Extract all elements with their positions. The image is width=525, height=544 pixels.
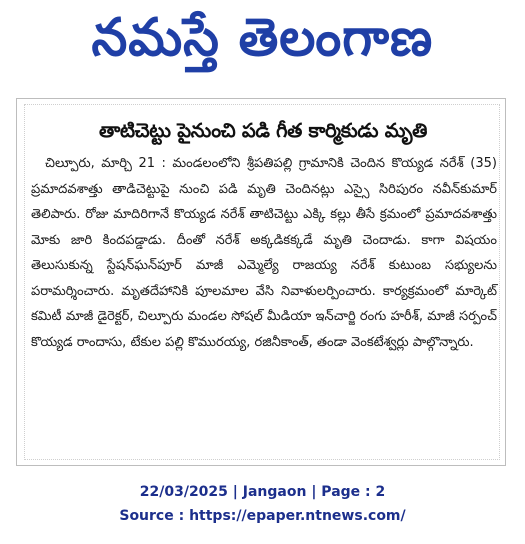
clipping-footer (0, 480, 525, 528)
edition-info: 22/03/2025 | Jangaon | Page : 2 (139, 484, 386, 500)
newspaper-logo-text: నమస్తే తెలంగాణ (91, 7, 434, 68)
article-body (31, 151, 497, 355)
source-link[interactable]: Source : https://epaper.ntnews.com/ (119, 508, 406, 524)
article-clipping (24, 104, 500, 460)
newspaper-masthead (0, 0, 525, 88)
article-headline: తాటిచెట్టు పైనుంచి పడి గీత కార్మికుడు మృతి (98, 119, 428, 142)
article-paragraph: చిల్పూరు, మార్చి 21 : మండలంలోని శ్రీపతిపల్లి గ్రామానికి చెందిన కొయ్యడ నరేశ్ (35) ప్రమాదవశాత్తు తాడిచెట్టుపై నుంచి పడి మృతి చెందినట్లు ఎస్సై సిరిపురం నవీన్‌కుమార్ తెలిపారు. రోజు మాదిరిగానే కొయ్యడ నరేశ్ తాటిచెట్టు ఎక్కి కల్లు తీసే క్రమంలో ప్రమాదవశాత్తు మోకు జారి కిందపడ్డాడు. దీంతో నరేశ్ అక్కడికక్కడే మృతి చెందాడు. కాగా విషయం తెలుసుకున్న స్టేషన్‌ఘన్‌పూర్ మాజీ ఎమ్మెల్యే రాజయ్య నరేశ్ కుటుంబ సభ్యులను పరామర్శించారు. మృతదేహానికి పూలమాల వేసి నివాళులర్పించారు. కార్యక్రమంలో మార్కెట్ కమిటీ మాజీ డైరెక్టర్, చిల్పూరు మండల సోషల్ మీడియా ఇన్‌చార్జి రంగు హరీశ్, మాజీ సర్పంచ్ కొయ్యడ రాందాసు, టేకుల పల్లి కొమురయ్య, రజినీకాంత్, తండా వెంకటేశ్వర్లు పాల్గొన్నారు. (31, 156, 497, 350)
